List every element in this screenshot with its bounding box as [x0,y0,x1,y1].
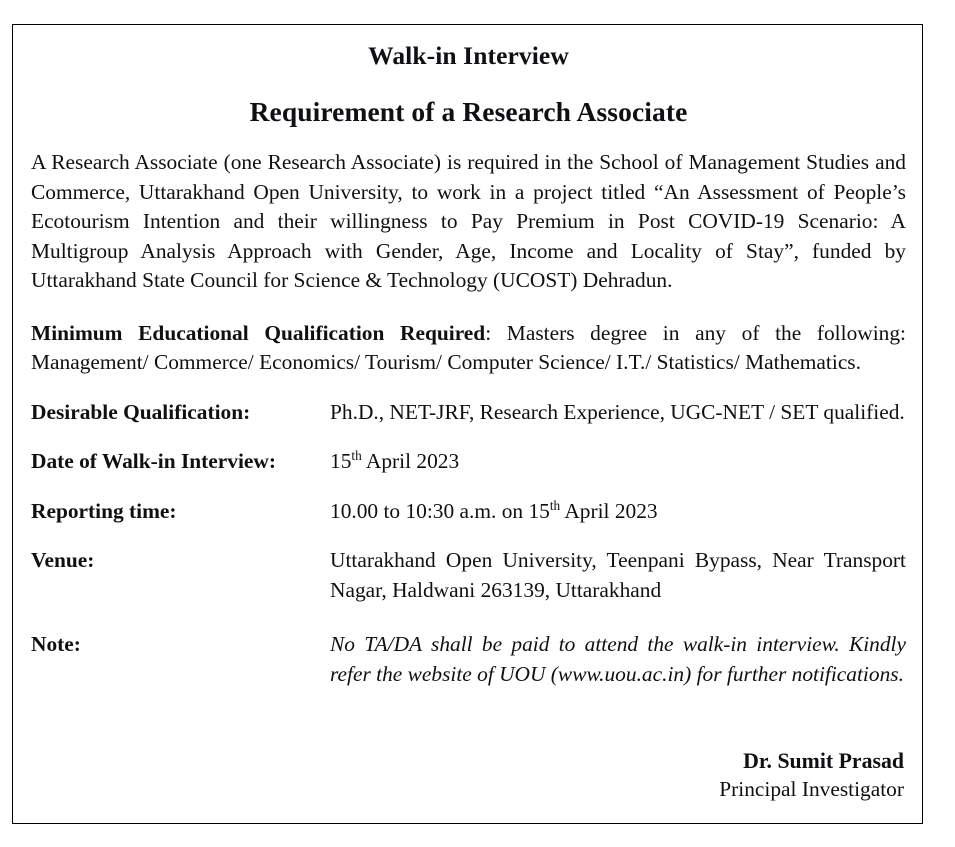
signatory-name: Dr. Sumit Prasad [743,749,904,773]
qualification-separator: : [485,320,492,345]
detail-label: Venue: [31,548,95,573]
qualification-text: Masters degree in any of the following: Management/ Commerce/ Economics/ Tourism/ Computer Science/ I.T./ Statistics/ Mathematics. [31,320,906,375]
page-title: Walk-in Interview [368,41,569,70]
detail-value: No TA/DA shall be paid to attend the walk-in interview. Kindly refer the website of UOU (www.uou.ac.in) for further notifications. [330,632,906,686]
detail-row-note [31,630,906,689]
signature-block [484,747,904,803]
detail-value [330,497,906,527]
qualification-paragraph [31,319,906,378]
detail-value-prefix: 15 [330,449,352,474]
detail-value-prefix: 10.00 to 10:30 a.m. on 15 [330,498,550,523]
document-border-frame [12,24,923,824]
detail-value-suffix: April 2023 [560,498,658,523]
ordinal-suffix: th [549,497,561,513]
page-subtitle: Requirement of a Research Associate [249,96,688,128]
detail-label: Reporting time: [31,498,177,523]
detail-value [330,447,906,477]
detail-label: Date of Walk-in Interview: [31,449,276,474]
detail-value-suffix: April 2023 [361,449,460,474]
detail-row-date-of-walk-in-interview [31,447,906,477]
intro-paragraph: A Research Associate (one Research Associate) is required in the School of Management Studies and Commerce, Uttarakhand Open University, to work in a project titled “An Assessment of People’s Ecotourism Intention and their willingness to Pay Premium in Post COVID-19 Scenario: A Multigroup Analysis Approach with Gender, Age, Income and Locality of Stay”, funded by Uttarakhand State Council for Science & Technology (UCOST) Dehradun. [31,150,906,293]
detail-row-venue [31,546,906,605]
qualification-label: Minimum Educational Qualification Required [31,320,486,345]
signatory-role: Principal Investigator [719,777,904,801]
detail-label: Desirable Qualification: [31,399,251,424]
detail-row-reporting-time [31,497,906,527]
detail-label: Note: [31,632,81,657]
detail-value: Ph.D., NET-JRF, Research Experience, UGC-NET / SET qualified. [330,399,905,424]
detail-value: Uttarakhand Open University, Teenpani Bypass, Near Transport Nagar, Haldwani 263139, Uttarakhand [330,548,906,602]
ordinal-suffix: th [351,448,362,464]
detail-row-desirable-qualification [31,398,906,428]
document-content [31,29,906,819]
